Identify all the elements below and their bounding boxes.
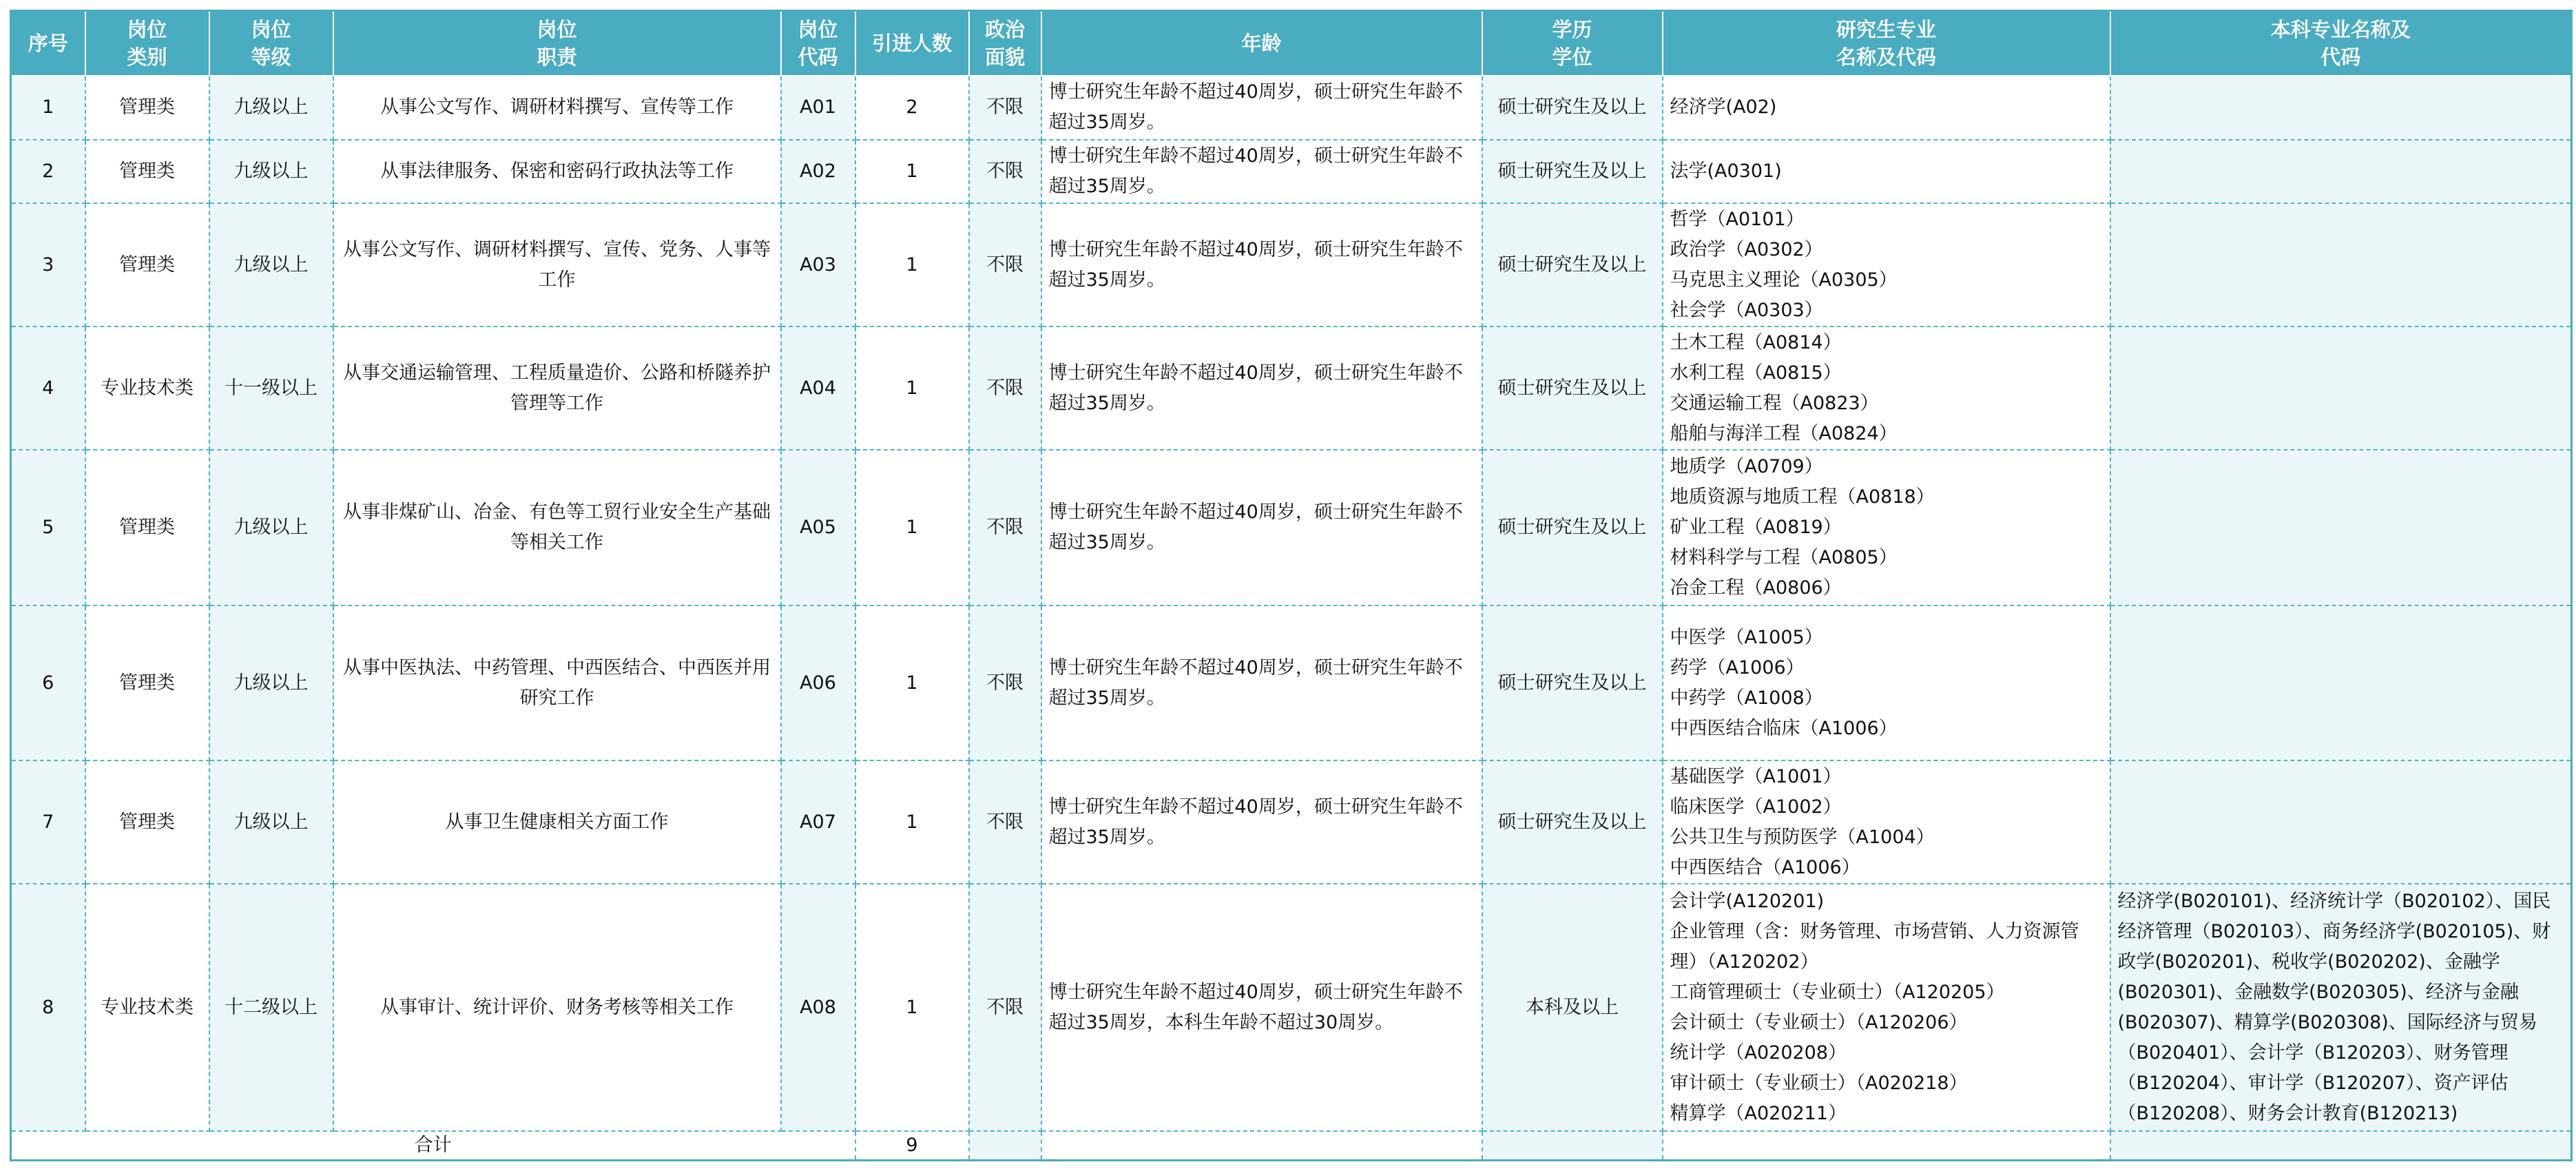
cell-undergrad-majors bbox=[2110, 327, 2572, 450]
table-row bbox=[11, 76, 2572, 140]
cell-code: A03 bbox=[781, 203, 855, 327]
header-line: 研究生专业 bbox=[1836, 18, 1936, 41]
cell-no: 7 bbox=[11, 760, 85, 884]
header-age bbox=[1041, 11, 1482, 76]
recruitment-table bbox=[10, 10, 2573, 1161]
cell-category: 专业技术类 bbox=[85, 884, 209, 1130]
cell-age: 博士研究生年龄不超过40周岁，硕士研究生年龄不超过35周岁。 bbox=[1041, 76, 1482, 140]
cell-code: A04 bbox=[781, 327, 855, 450]
cell-category: 管理类 bbox=[85, 605, 209, 760]
cell-undergrad-majors bbox=[2110, 450, 2572, 605]
cell-undergrad-majors bbox=[2110, 203, 2572, 327]
header-grad-majors bbox=[1663, 11, 2110, 76]
total-row bbox=[11, 1131, 2572, 1161]
cell-politics: 不限 bbox=[969, 605, 1041, 760]
grad-major-item: 精算学（A020211） bbox=[1670, 1102, 1847, 1124]
grad-major-item: 会计学(A120201) bbox=[1670, 890, 1825, 912]
cell-no: 8 bbox=[11, 884, 85, 1130]
header-line: 学位 bbox=[1552, 45, 1592, 69]
grad-major-item: 材料科学与工程（A0805） bbox=[1670, 547, 1898, 569]
grad-major-item: 药学（A1006） bbox=[1670, 656, 1805, 678]
cell-level: 十二级以上 bbox=[209, 884, 333, 1130]
cell-count: 1 bbox=[855, 605, 969, 760]
grad-major-item: 统计学（A020208） bbox=[1670, 1042, 1847, 1064]
cell-level: 九级以上 bbox=[209, 450, 333, 605]
cell-degree: 硕士研究生及以上 bbox=[1482, 327, 1663, 450]
cell-politics: 不限 bbox=[969, 76, 1041, 140]
cell-age: 博士研究生年龄不超过40周岁，硕士研究生年龄不超过35周岁。 bbox=[1041, 450, 1482, 605]
header-degree bbox=[1482, 11, 1663, 76]
cell-undergrad-majors: 经济学(B020101)、经济统计学（B020102）、国民经济管理（B020103）、商务经济学(B020105)、财政学(B020201)、税收学(B020202)、金融学(B020301)、金融数学(B020305)、经济与金融(B020307)、精算学(B020308)、国际经济与贸易（B020401）、会计学（B120203）、财务管理（B120204）、审计学（B120207）、资产评估（B120208）、财务会计教育(B120213) bbox=[2110, 884, 2572, 1130]
grad-major-item: 公共卫生与预防医学（A1004） bbox=[1670, 826, 1935, 848]
header-line: 政治 bbox=[984, 18, 1025, 41]
cell-degree: 硕士研究生及以上 bbox=[1482, 605, 1663, 760]
cell-grad-majors bbox=[1663, 76, 2110, 140]
cell-age: 博士研究生年龄不超过40周岁，硕士研究生年龄不超过35周岁。 bbox=[1041, 203, 1482, 327]
cell-undergrad-majors bbox=[2110, 760, 2572, 884]
cell-count: 1 bbox=[855, 203, 969, 327]
cell-level: 九级以上 bbox=[209, 76, 333, 140]
header-line: 学历 bbox=[1552, 18, 1592, 41]
cell-duty: 从事公文写作、调研材料撰写、宣传、党务、人事等工作 bbox=[333, 203, 781, 327]
grad-major-item: 中医学（A1005） bbox=[1670, 626, 1823, 648]
header-no bbox=[11, 11, 85, 76]
grad-major-item: 中西医结合（A1006） bbox=[1670, 856, 1860, 878]
header-line: 代码 bbox=[2320, 45, 2361, 69]
grad-major-item: 会计硕士（专业硕士）（A120206） bbox=[1670, 1011, 1968, 1033]
grad-major-item: 社会学（A0303） bbox=[1670, 299, 1823, 321]
header-line: 引进人数 bbox=[871, 32, 952, 55]
cell-politics: 不限 bbox=[969, 327, 1041, 450]
grad-major-item: 船舶与海洋工程（A0824） bbox=[1670, 422, 1898, 444]
total-empty-cell bbox=[1663, 1131, 2110, 1161]
cell-degree: 本科及以上 bbox=[1482, 884, 1663, 1130]
header-line: 本科专业名称及 bbox=[2270, 18, 2411, 41]
cell-politics: 不限 bbox=[969, 203, 1041, 327]
grad-major-item: 中西医结合临床（A1006） bbox=[1670, 717, 1898, 739]
table-row bbox=[11, 140, 2572, 204]
cell-grad-majors bbox=[1663, 884, 2110, 1130]
cell-no: 1 bbox=[11, 76, 85, 140]
cell-level: 九级以上 bbox=[209, 203, 333, 327]
cell-grad-majors bbox=[1663, 203, 2110, 327]
table-row bbox=[11, 884, 2572, 1130]
cell-undergrad-majors bbox=[2110, 605, 2572, 760]
cell-code: A01 bbox=[781, 76, 855, 140]
cell-grad-majors bbox=[1663, 450, 2110, 605]
header-level bbox=[209, 11, 333, 76]
table-row bbox=[11, 203, 2572, 327]
cell-duty: 从事非煤矿山、冶金、有色等工贸行业安全生产基础等相关工作 bbox=[333, 450, 781, 605]
cell-grad-majors bbox=[1663, 760, 2110, 884]
grad-major-item: 政治学（A0302） bbox=[1670, 238, 1823, 260]
grad-major-item: 法学(A0301) bbox=[1670, 160, 1782, 182]
cell-count: 1 bbox=[855, 140, 969, 204]
cell-count: 1 bbox=[855, 450, 969, 605]
header-line: 职责 bbox=[537, 45, 577, 69]
header-line: 面貌 bbox=[984, 45, 1025, 69]
grad-major-item: 经济学(A02) bbox=[1670, 96, 1777, 118]
cell-no: 5 bbox=[11, 450, 85, 605]
cell-degree: 硕士研究生及以上 bbox=[1482, 140, 1663, 204]
header-line: 岗位 bbox=[127, 18, 167, 41]
cell-no: 2 bbox=[11, 140, 85, 204]
cell-no: 6 bbox=[11, 605, 85, 760]
grad-major-item: 工商管理硕士（专业硕士）（A120205） bbox=[1670, 981, 2005, 1003]
cell-degree: 硕士研究生及以上 bbox=[1482, 760, 1663, 884]
header-count bbox=[855, 11, 969, 76]
total-label: 合计 bbox=[11, 1131, 855, 1161]
total-empty-cell bbox=[1041, 1131, 1482, 1161]
grad-major-item: 企业管理（含：财务管理、市场营销、人力资源管理）（A120202） bbox=[1670, 920, 2079, 973]
cell-degree: 硕士研究生及以上 bbox=[1482, 76, 1663, 140]
cell-politics: 不限 bbox=[969, 140, 1041, 204]
cell-grad-majors bbox=[1663, 327, 2110, 450]
cell-level: 九级以上 bbox=[209, 605, 333, 760]
grad-major-item: 土木工程（A0814） bbox=[1670, 331, 1842, 353]
cell-grad-majors bbox=[1663, 140, 2110, 204]
cell-no: 4 bbox=[11, 327, 85, 450]
cell-code: A05 bbox=[781, 450, 855, 605]
grad-major-item: 马克思主义理论（A0305） bbox=[1670, 269, 1898, 291]
header-code bbox=[781, 11, 855, 76]
cell-degree: 硕士研究生及以上 bbox=[1482, 203, 1663, 327]
header-line: 代码 bbox=[798, 45, 838, 69]
cell-category: 管理类 bbox=[85, 760, 209, 884]
grad-major-item: 地质资源与地质工程（A0818） bbox=[1670, 486, 1935, 508]
cell-age: 博士研究生年龄不超过40周岁，硕士研究生年龄不超过35周岁。 bbox=[1041, 327, 1482, 450]
header-duty bbox=[333, 11, 781, 76]
total-count: 9 bbox=[855, 1131, 969, 1161]
cell-degree: 硕士研究生及以上 bbox=[1482, 450, 1663, 605]
cell-no: 3 bbox=[11, 203, 85, 327]
header-line: 类别 bbox=[127, 45, 167, 69]
cell-duty: 从事审计、统计评价、财务考核等相关工作 bbox=[333, 884, 781, 1130]
cell-code: A02 bbox=[781, 140, 855, 204]
cell-duty: 从事公文写作、调研材料撰写、宣传等工作 bbox=[333, 76, 781, 140]
cell-level: 十一级以上 bbox=[209, 327, 333, 450]
table-header bbox=[11, 11, 2572, 76]
grad-major-item: 审计硕士（专业硕士）（A020218） bbox=[1670, 1072, 1968, 1094]
header-politics bbox=[969, 11, 1041, 76]
cell-category: 管理类 bbox=[85, 76, 209, 140]
grad-major-item: 基础医学（A1001） bbox=[1670, 765, 1842, 787]
cell-duty: 从事交通运输管理、工程质量造价、公路和桥隧养护管理等工作 bbox=[333, 327, 781, 450]
cell-count: 1 bbox=[855, 884, 969, 1130]
cell-politics: 不限 bbox=[969, 450, 1041, 605]
cell-grad-majors bbox=[1663, 605, 2110, 760]
cell-politics: 不限 bbox=[969, 760, 1041, 884]
cell-level: 九级以上 bbox=[209, 760, 333, 884]
grad-major-item: 水利工程（A0815） bbox=[1670, 362, 1842, 384]
cell-code: A06 bbox=[781, 605, 855, 760]
header-row bbox=[11, 11, 2572, 76]
header-category bbox=[85, 11, 209, 76]
grad-major-item: 地质学（A0709） bbox=[1670, 456, 1823, 478]
cell-age: 博士研究生年龄不超过40周岁，硕士研究生年龄不超过35周岁。 bbox=[1041, 605, 1482, 760]
grad-major-item: 冶金工程（A0806） bbox=[1670, 577, 1842, 599]
cell-duty: 从事法律服务、保密和密码行政执法等工作 bbox=[333, 140, 781, 204]
cell-code: A07 bbox=[781, 760, 855, 884]
table-row bbox=[11, 760, 2572, 884]
cell-category: 管理类 bbox=[85, 140, 209, 204]
header-undergrad-majors bbox=[2110, 11, 2572, 76]
cell-count: 2 bbox=[855, 76, 969, 140]
header-line: 名称及代码 bbox=[1836, 45, 1936, 69]
cell-level: 九级以上 bbox=[209, 140, 333, 204]
cell-category: 管理类 bbox=[85, 450, 209, 605]
cell-count: 1 bbox=[855, 760, 969, 884]
table-body bbox=[11, 76, 2572, 1161]
header-line: 岗位 bbox=[251, 18, 291, 41]
grad-major-item: 哲学（A0101） bbox=[1670, 208, 1805, 230]
cell-undergrad-majors bbox=[2110, 140, 2572, 204]
grad-major-item: 交通运输工程（A0823） bbox=[1670, 392, 1879, 414]
header-line: 年龄 bbox=[1241, 32, 1282, 55]
cell-count: 1 bbox=[855, 327, 969, 450]
total-empty-cell bbox=[1482, 1131, 1663, 1161]
cell-category: 专业技术类 bbox=[85, 327, 209, 450]
cell-politics: 不限 bbox=[969, 884, 1041, 1130]
cell-age: 博士研究生年龄不超过40周岁，硕士研究生年龄不超过35周岁。 bbox=[1041, 140, 1482, 204]
cell-category: 管理类 bbox=[85, 203, 209, 327]
grad-major-item: 矿业工程（A0819） bbox=[1670, 517, 1842, 539]
total-empty-cell bbox=[2110, 1131, 2572, 1161]
cell-undergrad-majors bbox=[2110, 76, 2572, 140]
total-empty-cell bbox=[969, 1131, 1041, 1161]
table-row bbox=[11, 605, 2572, 760]
grad-major-item: 临床医学（A1002） bbox=[1670, 796, 1842, 818]
header-line: 等级 bbox=[251, 45, 291, 69]
table-row bbox=[11, 450, 2572, 605]
cell-age: 博士研究生年龄不超过40周岁，硕士研究生年龄不超过35周岁，本科生年龄不超过30周岁。 bbox=[1041, 884, 1482, 1130]
grad-major-item: 中药学（A1008） bbox=[1670, 687, 1823, 709]
cell-duty: 从事中医执法、中药管理、中西医结合、中西医并用研究工作 bbox=[333, 605, 781, 760]
header-line: 岗位 bbox=[798, 18, 838, 41]
header-line: 岗位 bbox=[537, 18, 577, 41]
cell-code: A08 bbox=[781, 884, 855, 1130]
cell-age: 博士研究生年龄不超过40周岁，硕士研究生年龄不超过35周岁。 bbox=[1041, 760, 1482, 884]
header-line: 序号 bbox=[28, 32, 68, 55]
table-row bbox=[11, 327, 2572, 450]
cell-duty: 从事卫生健康相关方面工作 bbox=[333, 760, 781, 884]
